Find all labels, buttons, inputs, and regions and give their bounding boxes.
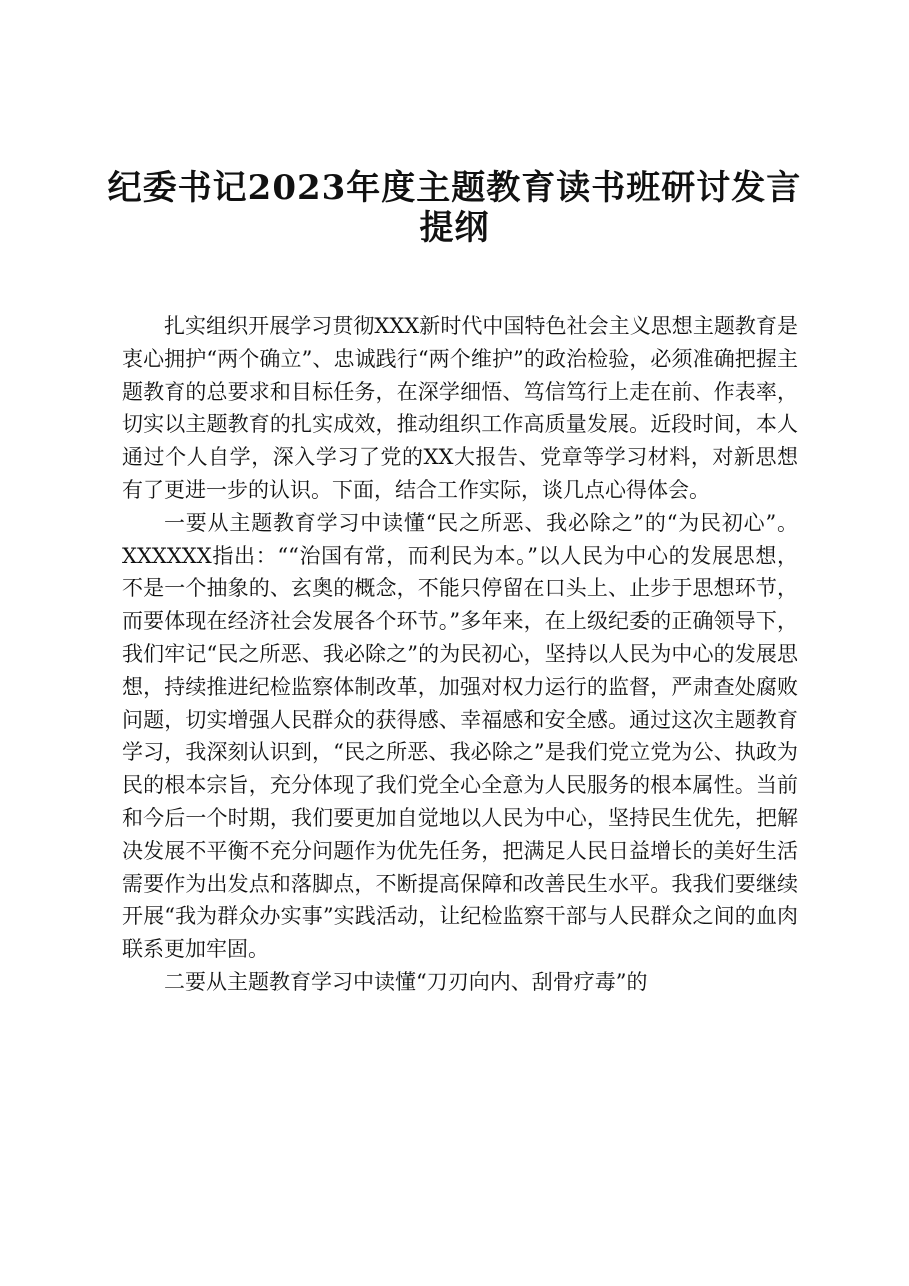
document-title-line-2: 提纲 <box>419 208 490 248</box>
document-title-line-1: 纪委书记2023年度主题教育读书班研讨发言 <box>107 168 802 208</box>
paragraph-point-one: 一要从主题教育学习中读懂“民之所恶、我必除之”的“为民初心”。XXXXXX指出：““治国有常，而利民为本。”以人民为中心的发展思想，不是一个抽象的、玄奥的概念，不能只停留在口头上、止步于思想环节，而要体现在经济社会发展各个环节。”多年来，在上级纪委的正确领导下，我们牢记“民之所恶、我必除之”的为民初心，坚持以人民为中心的发展思想，持续推进纪检监察体制改革，加强对权力运行的监督，严肃查处腐败问题，切实增强人民群众的获得感、幸福感和安全感。通过这次主题教育学习，我深刻认识到，“民之所恶、我必除之”是我们党立党为公、执政为民的根本宗旨，充分体现了我们党全心全意为人民服务的根本属性。当前和今后一个时期，我们要更加自觉地以人民为中心，坚持民生优先，把解决发展不平衡不充分问题作为优先任务，把满足人民日益增长的美好生活需要作为出发点和落脚点，不断提高保障和改善民生水平。我我们要继续开展“我为群众办实事”实践活动，让纪检监察干部与人民群众之间的血肉联系更加牢固。 <box>122 510 798 962</box>
paragraph-point-two: 二要从主题教育学习中读懂“刀刃向内、刮骨疗毒”的 <box>164 969 648 994</box>
document-body <box>122 310 798 999</box>
paragraph-intro: 扎实组织开展学习贯彻XXX新时代中国特色社会主义思想主题教育是衷心拥护“两个确立”、忠诚践行“两个维护”的政治检验，必须准确把握主题教育的总要求和目标任务，在深学细悟、笃信笃行上走在前、作表率，切实以主题教育的扎实成效，推动组织工作高质量发展。近段时间，本人通过个人自学，深入学习了党的XX大报告、党章等学习材料，对新思想有了更进一步的认识。下面，结合工作实际，谈几点心得体会。 <box>122 314 798 502</box>
